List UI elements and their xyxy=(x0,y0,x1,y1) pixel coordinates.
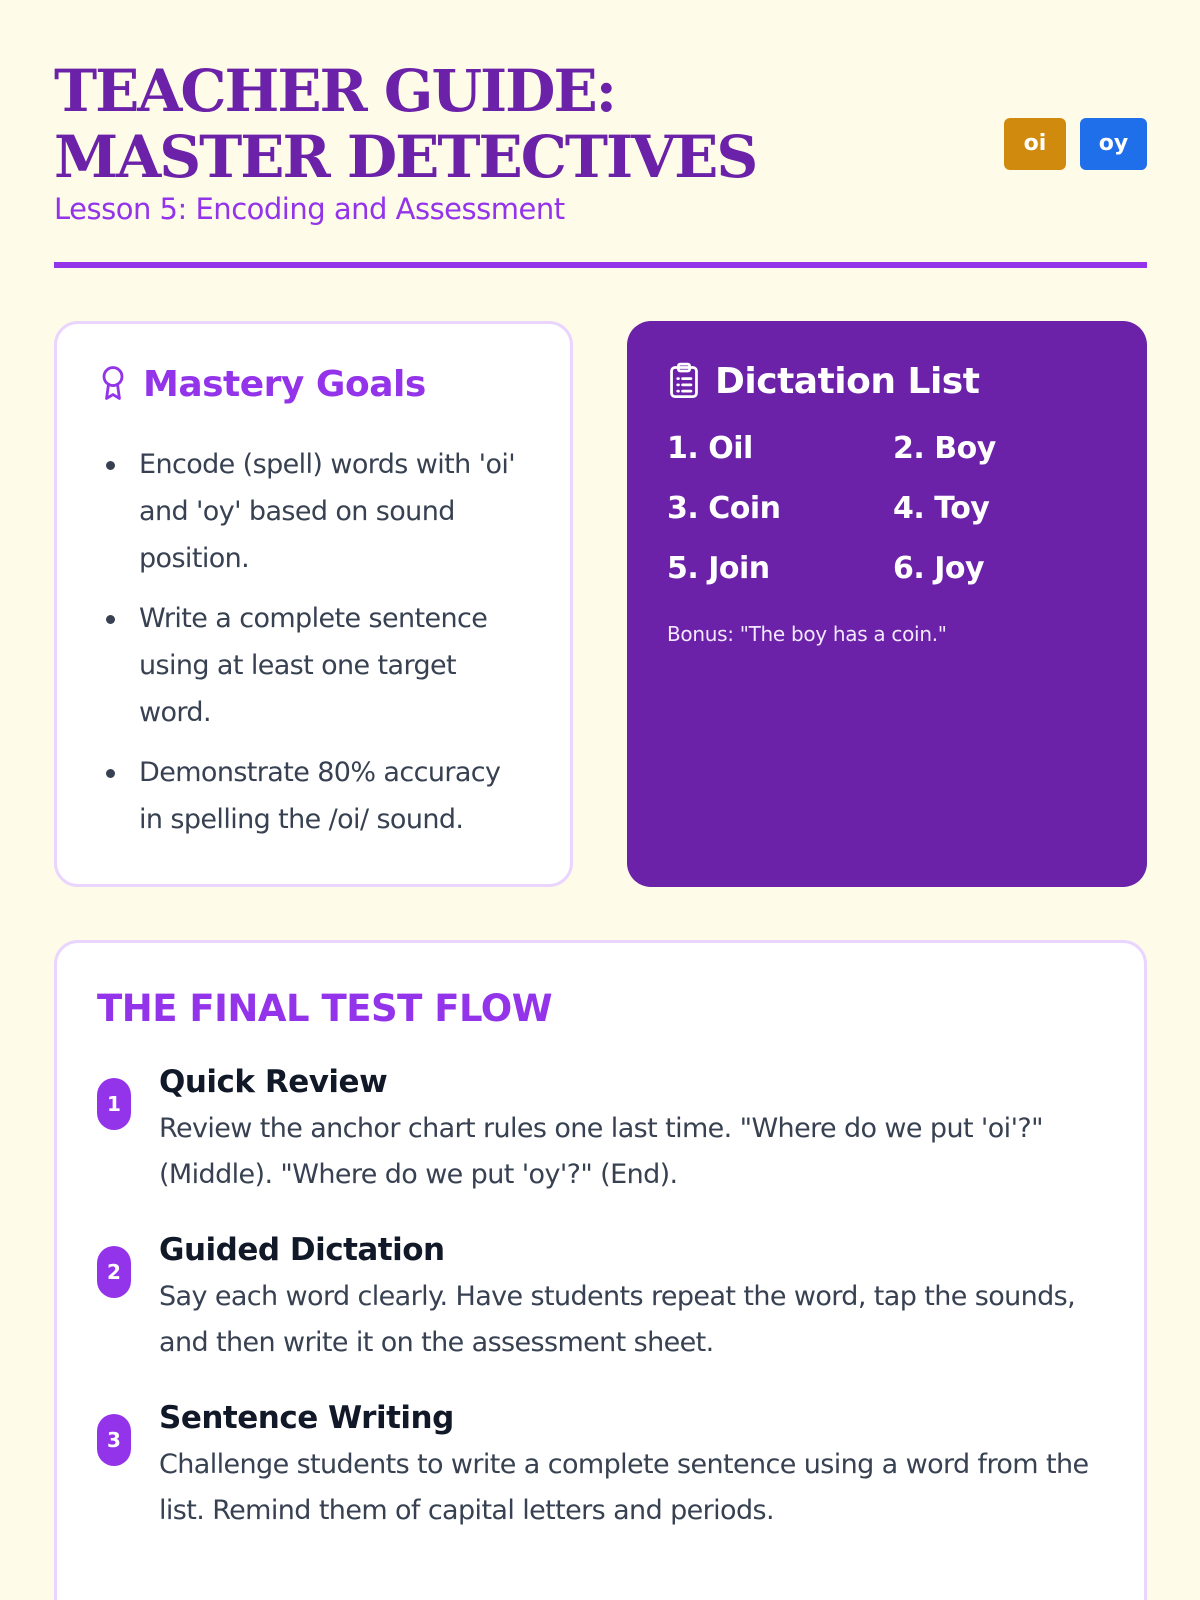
dictation-list-header xyxy=(667,361,1107,402)
list-item: Encode (spell) words with 'oi' and 'oy' based on sound position. xyxy=(97,441,530,582)
flow-step xyxy=(97,1396,1104,1534)
dictation-word-grid xyxy=(667,430,1107,588)
step-title: Sentence Writing xyxy=(159,1400,454,1436)
clipboard-list-icon xyxy=(667,362,701,402)
step-description: Review the anchor chart rules one last time. "Where do we put 'oi'?" (Middle). "Where do we put 'oy'?" (End). xyxy=(159,1113,1043,1190)
tag-oi: oi xyxy=(1004,118,1066,170)
dictation-list-title: Dictation List xyxy=(715,361,980,402)
award-ribbon-icon xyxy=(97,365,129,405)
list-item: Write a complete sentence using at least one target word. xyxy=(97,595,530,736)
step-number-badge: 2 xyxy=(97,1246,131,1298)
dictation-list-card xyxy=(627,321,1147,887)
flow-step xyxy=(97,1228,1104,1366)
step-description: Challenge students to write a complete sentence using a word from the list. Remind them of capital letters and periods. xyxy=(159,1449,1089,1526)
step-title: Quick Review xyxy=(159,1064,388,1100)
bonus-sentence: Bonus: "The boy has a coin." xyxy=(667,622,947,646)
final-test-flow-title: THE FINAL TEST FLOW xyxy=(97,987,553,1030)
sound-tags xyxy=(1004,118,1147,170)
dictation-word: 1. Oil xyxy=(667,431,753,466)
dictation-word: 2. Boy xyxy=(893,431,996,466)
tag-oy: oy xyxy=(1080,118,1147,170)
final-test-flow-card xyxy=(54,940,1147,1600)
mastery-goals-list xyxy=(97,441,530,843)
step-title: Guided Dictation xyxy=(159,1232,445,1268)
flow-step xyxy=(97,1060,1104,1198)
dictation-word: 3. Coin xyxy=(667,491,781,526)
dictation-word: 5. Join xyxy=(667,551,770,586)
page-title: TEACHER GUIDE: MASTER DETECTIVES xyxy=(54,57,757,191)
step-description: Say each word clearly. Have students repeat the word, tap the sounds, and then write it on the assessment sheet. xyxy=(159,1281,1076,1358)
mastery-goals-title: Mastery Goals xyxy=(143,364,426,405)
dictation-word: 6. Joy xyxy=(893,551,985,586)
step-number-badge: 1 xyxy=(97,1078,131,1130)
step-number-badge: 3 xyxy=(97,1414,131,1466)
dictation-word: 4. Toy xyxy=(893,491,990,526)
page-subtitle: Lesson 5: Encoding and Assessment xyxy=(54,192,565,226)
list-item: Demonstrate 80% accuracy in spelling the /oi/ sound. xyxy=(97,749,530,843)
page-header xyxy=(54,58,1147,268)
mastery-goals-header xyxy=(97,364,530,405)
mastery-goals-card xyxy=(54,321,573,887)
